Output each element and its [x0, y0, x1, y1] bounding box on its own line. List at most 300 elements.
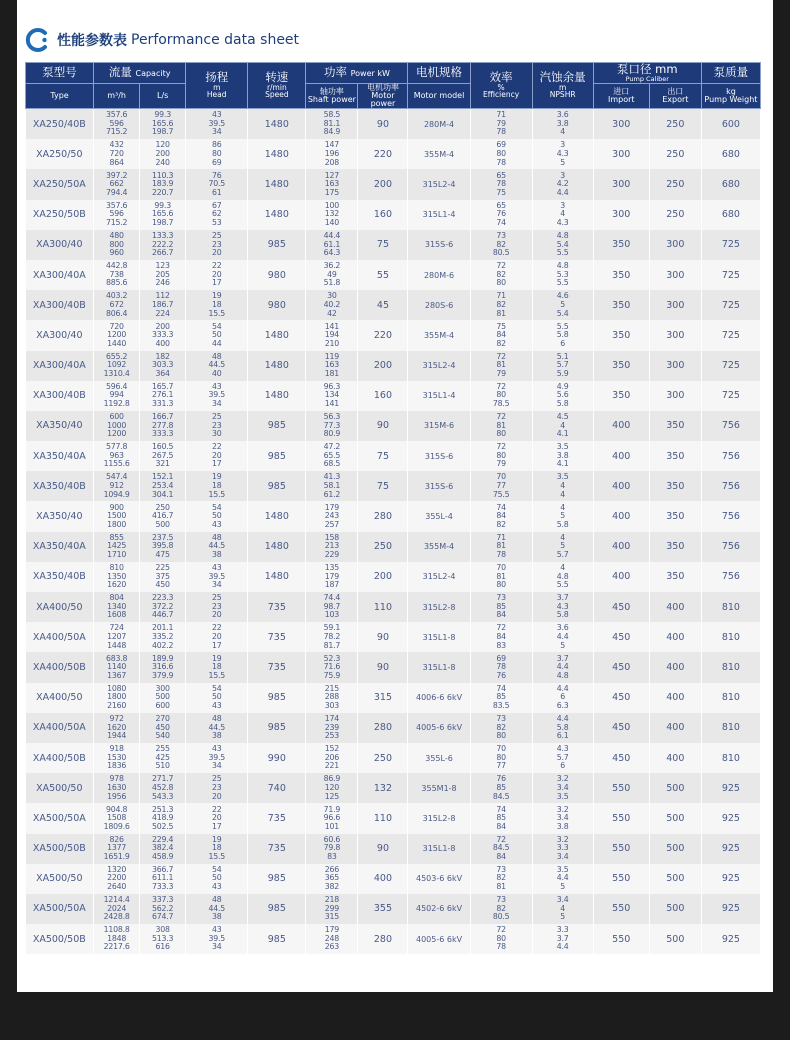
cell-type: XA300/40A — [26, 351, 94, 381]
cell-efficiency-value: 82 — [496, 873, 506, 883]
cell-motor-power: 110 — [358, 803, 408, 833]
table-row — [26, 351, 761, 381]
cell-head-value: 50 — [211, 692, 222, 702]
cell-head-value: 17 — [211, 821, 222, 831]
cell-capacity-ls-value: 333.3 — [152, 330, 174, 340]
cell-export: 250 — [649, 169, 701, 199]
cell-efficiency-value: 83 — [496, 640, 506, 650]
cell-weight: 810 — [701, 652, 760, 682]
cell-shaft-power — [306, 200, 358, 230]
cell-motor-model: 280M-6 — [408, 260, 470, 290]
cell-efficiency-value: 81 — [496, 541, 506, 551]
cell-npshr-value: 4.8 — [556, 571, 569, 581]
cell-capacity-m3h-value: 794.4 — [105, 187, 128, 197]
cell-efficiency — [470, 169, 532, 199]
cell-efficiency — [470, 441, 532, 471]
cell-npshr-value: 6 — [560, 692, 566, 702]
cell-motor-power: 75 — [358, 471, 408, 501]
cell-motor-model: 315L1-4 — [408, 200, 470, 230]
cell-export: 300 — [649, 381, 701, 411]
cell-capacity-m3h-value: 724 — [109, 623, 124, 633]
cell-capacity-m3h-value: 432 — [109, 140, 124, 150]
cell-shaft-power-value: 59.1 — [323, 623, 341, 633]
cell-weight: 756 — [701, 501, 760, 531]
cell-npshr-value: 3.8 — [556, 450, 569, 460]
cell-head-value: 50 — [211, 873, 222, 883]
cell-head-value: 54 — [211, 864, 222, 874]
cell-import: 400 — [593, 532, 649, 562]
cell-capacity-ls-value: 500 — [155, 692, 170, 702]
cell-npshr-value: 5.7 — [556, 550, 569, 560]
cell-head — [186, 290, 248, 320]
cell-shaft-power-value: 179 — [324, 502, 340, 512]
cell-export: 300 — [649, 230, 701, 260]
cell-head-value: 70.5 — [208, 179, 226, 189]
cell-efficiency — [470, 803, 532, 833]
cell-capacity-ls — [140, 290, 186, 320]
cell-import: 350 — [593, 381, 649, 411]
cell-head-value: 20 — [211, 791, 222, 801]
cell-head-value: 39.5 — [208, 752, 226, 762]
cell-shaft-power-value: 253 — [324, 731, 340, 741]
cell-speed: 1480 — [248, 200, 306, 230]
cell-efficiency — [470, 924, 532, 954]
cell-npshr-value: 4.3 — [556, 601, 569, 611]
cell-capacity-ls-value: 267.5 — [152, 450, 174, 460]
cell-head — [186, 230, 248, 260]
cell-export: 250 — [649, 200, 701, 230]
cell-capacity-m3h-value: 960 — [109, 248, 124, 258]
cell-head-value: 38 — [211, 731, 222, 741]
cell-capacity-ls-value: 186.7 — [152, 299, 174, 309]
cell-head-value: 23 — [211, 420, 222, 430]
cell-shaft-power — [306, 834, 358, 864]
cell-npshr-value: 5.8 — [556, 610, 569, 620]
cell-head — [186, 471, 248, 501]
cell-import: 450 — [593, 652, 649, 682]
cell-motor-model: 355M-4 — [408, 139, 470, 169]
cell-efficiency-value: 84 — [496, 610, 506, 620]
cell-capacity-m3h-value: 1608 — [107, 610, 127, 620]
cell-capacity-m3h-value: 1848 — [107, 933, 127, 943]
cell-speed: 740 — [248, 773, 306, 803]
cell-weight: 925 — [701, 773, 760, 803]
cell-export: 300 — [649, 260, 701, 290]
cell-capacity-m3h — [94, 320, 140, 350]
cell-capacity-m3h-value: 1155.6 — [103, 459, 130, 469]
cell-npshr-value: 3 — [560, 200, 566, 210]
cell-capacity-m3h-value: 600 — [109, 412, 124, 422]
cell-capacity-m3h — [94, 743, 140, 773]
cell-efficiency-value: 70 — [496, 563, 506, 573]
cell-import: 350 — [593, 260, 649, 290]
cell-capacity-ls — [140, 864, 186, 894]
cell-npshr-value: 3.6 — [556, 110, 569, 120]
cell-capacity-m3h-value: 804 — [109, 593, 124, 603]
cell-npshr-value: 5.6 — [556, 390, 569, 400]
brand-logo-icon — [25, 27, 51, 53]
cell-speed: 735 — [248, 803, 306, 833]
table-row — [26, 622, 761, 652]
cell-capacity-m3h-value: 1530 — [107, 752, 127, 762]
cell-npshr-value: 5.7 — [556, 360, 569, 370]
cell-speed: 1480 — [248, 562, 306, 592]
cell-motor-model: 315L2-4 — [408, 169, 470, 199]
cell-capacity-ls-value: 246 — [155, 278, 170, 288]
cell-import: 450 — [593, 683, 649, 713]
cell-weight: 725 — [701, 320, 760, 350]
table-row — [26, 743, 761, 773]
cell-head-value: 20 — [211, 610, 222, 620]
cell-type: XA400/50B — [26, 743, 94, 773]
cell-capacity-ls-value: 450 — [155, 722, 170, 732]
cell-shaft-power-value: 158 — [324, 532, 340, 542]
table-row — [26, 652, 761, 682]
cell-capacity-m3h-value: 912 — [109, 481, 124, 491]
cell-capacity-ls — [140, 713, 186, 743]
cell-shaft-power-value: 215 — [324, 683, 340, 693]
table-row — [26, 200, 761, 230]
cell-head-value: 17 — [211, 640, 222, 650]
cell-shaft-power — [306, 290, 358, 320]
cell-efficiency-value: 82 — [496, 299, 506, 309]
cell-capacity-m3h — [94, 260, 140, 290]
cell-shaft-power-value: 36.2 — [323, 261, 341, 271]
cell-capacity-ls-value: 600 — [155, 700, 170, 710]
cell-capacity-ls — [140, 260, 186, 290]
cell-shaft-power-value: 147 — [324, 140, 340, 150]
cell-efficiency-value: 81 — [496, 882, 506, 892]
cell-capacity-m3h-value: 2217.6 — [103, 942, 130, 952]
cell-speed: 985 — [248, 864, 306, 894]
cell-speed: 985 — [248, 441, 306, 471]
cell-head-value: 62 — [211, 209, 222, 219]
cell-capacity-m3h — [94, 683, 140, 713]
cell-shaft-power-value: 64.3 — [323, 248, 341, 258]
cell-capacity-m3h-value: 864 — [109, 157, 124, 167]
cell-shaft-power-value: 263 — [324, 942, 340, 952]
cell-shaft-power-value: 179 — [324, 571, 340, 581]
cell-capacity-m3h-value: 720 — [109, 321, 124, 331]
cell-efficiency-value: 77 — [496, 481, 506, 491]
cell-efficiency-value: 82 — [496, 903, 506, 913]
cell-motor-power: 280 — [358, 924, 408, 954]
cell-weight: 925 — [701, 834, 760, 864]
cell-import: 300 — [593, 109, 649, 140]
cell-npshr — [532, 351, 593, 381]
cell-import: 550 — [593, 773, 649, 803]
cell-capacity-ls-value: 402.2 — [152, 640, 174, 650]
cell-capacity-ls — [140, 834, 186, 864]
cell-export: 350 — [649, 501, 701, 531]
sheet-title — [25, 22, 299, 58]
cell-efficiency — [470, 713, 532, 743]
cell-efficiency-value: 65 — [496, 170, 506, 180]
cell-shaft-power-value: 229 — [324, 550, 340, 560]
cell-head-value: 22 — [211, 442, 222, 452]
cell-capacity-m3h — [94, 351, 140, 381]
cell-efficiency-value: 80 — [496, 429, 506, 439]
cell-type: XA300/40 — [26, 320, 94, 350]
cell-capacity-ls-value: 333.3 — [152, 429, 174, 439]
cell-capacity-ls-value: 611.1 — [152, 873, 174, 883]
cell-head-value: 19 — [211, 834, 222, 844]
cell-capacity-m3h-value: 1425 — [107, 541, 127, 551]
cell-capacity-ls-value: 229.4 — [152, 834, 174, 844]
cell-motor-model: 315L1-8 — [408, 834, 470, 864]
cell-head-value: 69 — [211, 157, 222, 167]
cell-npshr — [532, 713, 593, 743]
cell-capacity-m3h-value: 918 — [109, 744, 124, 754]
cell-shaft-power — [306, 652, 358, 682]
cell-shaft-power — [306, 169, 358, 199]
cell-capacity-m3h-value: 2428.8 — [103, 912, 130, 922]
cell-capacity-ls-value: 458.9 — [152, 851, 174, 861]
cell-head-value: 48 — [211, 895, 222, 905]
cell-head — [186, 109, 248, 140]
cell-npshr-value: 3.4 — [556, 851, 569, 861]
header-power: 功率 Power kW — [306, 63, 408, 84]
cell-head — [186, 139, 248, 169]
cell-npshr-value: 5 — [560, 299, 566, 309]
cell-head — [186, 622, 248, 652]
table-row — [26, 169, 761, 199]
cell-shaft-power — [306, 592, 358, 622]
cell-capacity-ls-value: 308 — [155, 925, 170, 935]
table-row — [26, 109, 761, 140]
cell-shaft-power-value: 140 — [324, 217, 340, 227]
cell-efficiency-value: 78 — [496, 179, 506, 189]
cell-shaft-power-value: 61.2 — [323, 489, 341, 499]
cell-head — [186, 381, 248, 411]
cell-import: 550 — [593, 924, 649, 954]
cell-head-value: 15.5 — [208, 308, 226, 318]
cell-weight: 810 — [701, 713, 760, 743]
cell-capacity-m3h-value: 655.2 — [105, 351, 128, 361]
cell-capacity-ls-value: 372.2 — [152, 601, 174, 611]
cell-weight: 810 — [701, 683, 760, 713]
cell-shaft-power — [306, 471, 358, 501]
cell-capacity-ls-value: 251.3 — [152, 804, 174, 814]
cell-capacity-ls-value: 123 — [155, 261, 170, 271]
cell-npshr-value: 4 — [560, 481, 566, 491]
cell-capacity-ls-value: 616 — [155, 942, 170, 952]
cell-npshr-value: 5.8 — [556, 722, 569, 732]
cell-capacity-m3h-value: 1367 — [107, 670, 127, 680]
cell-head-value: 44.5 — [208, 722, 226, 732]
cell-type: XA500/50 — [26, 864, 94, 894]
cell-efficiency-value: 74 — [496, 804, 506, 814]
cell-motor-power: 220 — [358, 320, 408, 350]
cell-import: 300 — [593, 169, 649, 199]
cell-head-value: 67 — [211, 200, 222, 210]
cell-npshr-value: 4.3 — [556, 148, 569, 158]
cell-shaft-power — [306, 773, 358, 803]
cell-export: 400 — [649, 683, 701, 713]
cell-head-value: 54 — [211, 321, 222, 331]
cell-capacity-m3h-value: 1651.9 — [103, 851, 130, 861]
cell-capacity-m3h-value: 442.8 — [105, 261, 128, 271]
cell-efficiency-value: 85 — [496, 813, 506, 823]
header-efficiency: 效率 % Efficiency — [470, 63, 532, 109]
cell-efficiency-value: 78 — [496, 157, 506, 167]
cell-efficiency — [470, 592, 532, 622]
cell-type: XA250/50 — [26, 139, 94, 169]
cell-shaft-power-value: 75.9 — [323, 670, 341, 680]
cell-speed: 985 — [248, 471, 306, 501]
cell-head-value: 22 — [211, 804, 222, 814]
cell-speed: 1480 — [248, 169, 306, 199]
cell-shaft-power — [306, 894, 358, 924]
cell-capacity-ls-value: 189.9 — [152, 653, 174, 663]
cell-efficiency-value: 78.5 — [492, 399, 510, 409]
cell-npshr — [532, 803, 593, 833]
cell-weight: 725 — [701, 290, 760, 320]
cell-npshr — [532, 109, 593, 140]
cell-capacity-ls-value: 475 — [155, 550, 170, 560]
cell-capacity-m3h — [94, 622, 140, 652]
cell-npshr-value: 5 — [560, 157, 566, 167]
table-row — [26, 894, 761, 924]
cell-npshr-value: 5.4 — [556, 308, 569, 318]
cell-head-value: 23 — [211, 782, 222, 792]
cell-speed: 985 — [248, 230, 306, 260]
cell-head-value: 34 — [211, 942, 222, 952]
cell-weight: 680 — [701, 139, 760, 169]
cell-shaft-power-value: 221 — [324, 761, 340, 771]
cell-capacity-ls-value: 513.3 — [152, 933, 174, 943]
cell-efficiency-value: 81 — [496, 360, 506, 370]
cell-weight: 725 — [701, 351, 760, 381]
cell-capacity-m3h — [94, 441, 140, 471]
cell-npshr-value: 5.8 — [556, 330, 569, 340]
cell-motor-model: 280M-4 — [408, 109, 470, 140]
cell-efficiency-value: 69 — [496, 140, 506, 150]
cell-capacity-m3h — [94, 562, 140, 592]
cell-npshr — [532, 894, 593, 924]
cell-capacity-ls-value: 200 — [155, 148, 170, 158]
cell-npshr-value: 3.5 — [556, 472, 569, 482]
cell-shaft-power-value: 41.3 — [323, 472, 341, 482]
cell-head-value: 20 — [211, 450, 222, 460]
cell-capacity-ls-value: 198.7 — [152, 217, 174, 227]
cell-capacity-ls — [140, 924, 186, 954]
cell-weight: 756 — [701, 471, 760, 501]
cell-capacity-m3h-value: 2200 — [107, 873, 127, 883]
cell-shaft-power-value: 382 — [324, 882, 340, 892]
cell-efficiency-value: 78 — [496, 127, 506, 137]
header-type: 泵型号 — [26, 63, 94, 84]
cell-efficiency — [470, 501, 532, 531]
cell-efficiency-value: 73 — [496, 864, 506, 874]
cell-motor-power: 200 — [358, 169, 408, 199]
cell-capacity-ls-value: 205 — [155, 269, 170, 279]
cell-capacity-m3h-value: 994 — [109, 390, 124, 400]
cell-npshr — [532, 834, 593, 864]
cell-shaft-power-value: 98.7 — [323, 601, 341, 611]
cell-efficiency-value: 85 — [496, 601, 506, 611]
cell-npshr-value: 4.3 — [556, 217, 569, 227]
cell-capacity-ls-value: 733.3 — [152, 882, 174, 892]
cell-speed: 990 — [248, 743, 306, 773]
cell-npshr-value: 6.1 — [556, 731, 569, 741]
cell-shaft-power-value: 71.6 — [323, 662, 341, 672]
cell-capacity-ls-value: 316.6 — [152, 662, 174, 672]
cell-efficiency-value: 80 — [496, 731, 506, 741]
cell-shaft-power-value: 84.9 — [323, 127, 341, 137]
cell-capacity-ls-value: 250 — [155, 502, 170, 512]
cell-capacity-m3h-value: 1440 — [107, 338, 127, 348]
cell-export: 350 — [649, 471, 701, 501]
cell-motor-model: 355M1-8 — [408, 773, 470, 803]
cell-import: 550 — [593, 834, 649, 864]
cell-npshr — [532, 139, 593, 169]
cell-capacity-m3h-value: 720 — [109, 148, 124, 158]
cell-motor-power: 90 — [358, 652, 408, 682]
table-row — [26, 562, 761, 592]
cell-npshr-value: 4.8 — [556, 261, 569, 271]
header-capacity-m3h: m³/h — [94, 84, 140, 109]
cell-capacity-m3h-value: 683.8 — [105, 653, 128, 663]
header-weight-unit: kg Pump Weight — [701, 84, 760, 109]
cell-shaft-power-value: 65.5 — [323, 450, 341, 460]
cell-export: 350 — [649, 411, 701, 441]
cell-efficiency-value: 72 — [496, 261, 506, 271]
cell-npshr-value: 5.1 — [556, 351, 569, 361]
cell-capacity-ls-value: 502.5 — [152, 821, 174, 831]
cell-shaft-power — [306, 924, 358, 954]
cell-head-value: 43 — [211, 519, 222, 529]
cell-motor-power: 200 — [358, 562, 408, 592]
cell-export: 500 — [649, 834, 701, 864]
cell-motor-model: 315S-6 — [408, 230, 470, 260]
cell-motor-model: 4503-6 6kV — [408, 864, 470, 894]
cell-npshr-value: 4.4 — [556, 631, 569, 641]
cell-shaft-power-value: 80.9 — [323, 429, 341, 439]
cell-head-value: 17 — [211, 459, 222, 469]
cell-capacity-ls — [140, 592, 186, 622]
cell-capacity-m3h-value: 963 — [109, 450, 124, 460]
cell-export: 300 — [649, 320, 701, 350]
cell-capacity-m3h-value: 2024 — [107, 903, 127, 913]
cell-capacity-m3h-value: 900 — [109, 502, 124, 512]
table-row — [26, 773, 761, 803]
cell-shaft-power-value: 196 — [324, 148, 340, 158]
cell-export: 400 — [649, 652, 701, 682]
cell-efficiency-value: 78 — [496, 662, 506, 672]
cell-capacity-ls — [140, 532, 186, 562]
cell-capacity-m3h-value: 1200 — [107, 330, 127, 340]
header-shaft-power: 轴功率 Shaft power — [306, 84, 358, 109]
cell-head-value: 43 — [211, 700, 222, 710]
cell-type: XA500/50B — [26, 924, 94, 954]
cell-capacity-m3h — [94, 532, 140, 562]
cell-head-value: 43 — [211, 882, 222, 892]
table-row — [26, 411, 761, 441]
cell-efficiency — [470, 532, 532, 562]
cell-npshr — [532, 441, 593, 471]
cell-capacity-ls-value: 112 — [155, 291, 170, 301]
cell-import: 450 — [593, 713, 649, 743]
cell-import: 350 — [593, 290, 649, 320]
cell-head — [186, 200, 248, 230]
cell-efficiency-value: 82 — [496, 239, 506, 249]
cell-capacity-ls-value: 321 — [155, 459, 170, 469]
cell-capacity-m3h — [94, 864, 140, 894]
cell-head-value: 86 — [211, 140, 222, 150]
cell-head — [186, 351, 248, 381]
cell-capacity-ls-value: 271.7 — [152, 774, 174, 784]
